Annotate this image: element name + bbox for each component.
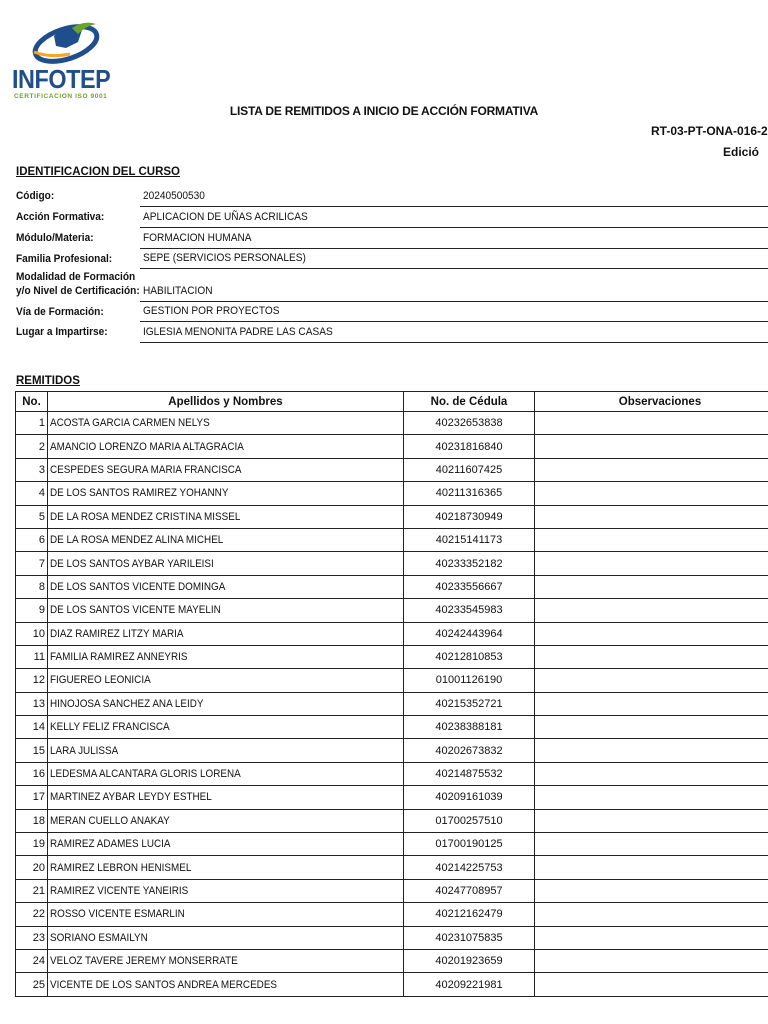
row-cedula: 40214225753 (404, 856, 535, 879)
row-name-cell (48, 622, 404, 645)
row-name-cell (48, 482, 404, 505)
row-name: AMANCIO LORENZO MARIA ALTAGRACIA (50, 440, 244, 453)
table-row (16, 552, 768, 575)
globe-swoosh-icon (26, 18, 110, 66)
row-cedula: 40209161039 (404, 786, 535, 809)
row-observaciones (535, 552, 768, 575)
field-value: FORMACION HUMANA (143, 232, 252, 244)
row-number: 9 (16, 599, 48, 622)
field-value: APLICACION DE UÑAS ACRILICAS (143, 211, 308, 223)
row-cedula: 40202673832 (404, 739, 535, 762)
table-row (16, 669, 768, 692)
field-label: Lugar a Impartirse: (16, 326, 108, 338)
row-observaciones (535, 435, 768, 458)
row-observaciones (535, 879, 768, 902)
table-row (16, 645, 768, 668)
row-name-cell (48, 833, 404, 856)
row-name-cell (48, 435, 404, 458)
table-row (16, 833, 768, 856)
row-name-cell (48, 926, 404, 949)
table-row (16, 528, 768, 551)
header-name: Apellidos y Nombres (48, 392, 404, 412)
row-name: MERAN CUELLO ANAKAY (50, 814, 170, 827)
row-observaciones (535, 482, 768, 505)
field-underline (140, 342, 768, 343)
row-observaciones (535, 716, 768, 739)
table-row (16, 903, 768, 926)
row-number: 20 (16, 856, 48, 879)
logo-brand-text: INFOTEP (12, 64, 111, 94)
row-name: KELLY FELIZ FRANCISCA (50, 721, 170, 734)
row-name-cell (48, 412, 404, 435)
row-name-cell (48, 645, 404, 668)
row-cedula: 40232653838 (404, 412, 535, 435)
row-cedula: 40201923659 (404, 949, 535, 972)
row-cedula: 40231075835 (404, 926, 535, 949)
row-name-cell (48, 716, 404, 739)
row-observaciones (535, 669, 768, 692)
row-number: 3 (16, 458, 48, 481)
row-number: 5 (16, 505, 48, 528)
row-name-cell (48, 856, 404, 879)
remitidos-section-title: REMITIDOS (16, 375, 80, 387)
row-cedula: 40211316365 (404, 482, 535, 505)
row-cedula: 40242443964 (404, 622, 535, 645)
row-cedula: 40231816840 (404, 435, 535, 458)
field-label: Acción Formativa: (16, 211, 105, 223)
row-name-cell (48, 505, 404, 528)
row-number: 14 (16, 716, 48, 739)
row-observaciones (535, 645, 768, 668)
row-name: DE LOS SANTOS VICENTE DOMINGA (50, 580, 226, 593)
row-number: 23 (16, 926, 48, 949)
table-row (16, 692, 768, 715)
row-name-cell (48, 528, 404, 551)
row-name: SORIANO ESMAILYN (50, 931, 148, 944)
field-label: Modalidad de Formación (16, 271, 136, 283)
row-number: 18 (16, 809, 48, 832)
row-name: DE LA ROSA MENDEZ ALINA MICHEL (50, 534, 224, 547)
row-number: 11 (16, 645, 48, 668)
row-observaciones (535, 505, 768, 528)
table-row (16, 458, 768, 481)
row-observaciones (535, 739, 768, 762)
field-label: Familia Profesional: (16, 253, 113, 265)
row-number: 8 (16, 575, 48, 598)
row-observaciones (535, 762, 768, 785)
row-observaciones (535, 692, 768, 715)
table-row (16, 762, 768, 785)
row-observaciones (535, 622, 768, 645)
row-cedula: 01700190125 (404, 833, 535, 856)
row-name-cell (48, 809, 404, 832)
table-row (16, 949, 768, 972)
table-row (16, 716, 768, 739)
table-row (16, 599, 768, 622)
logo-certification-text: CERTIFICACION ISO 9001 (14, 93, 108, 100)
table-row (16, 926, 768, 949)
table-row (16, 575, 768, 598)
table-row (16, 622, 768, 645)
row-name: RAMIREZ LEBRON HENISMEL (50, 861, 192, 874)
row-number: 4 (16, 482, 48, 505)
row-cedula: 40212162479 (404, 903, 535, 926)
row-cedula: 40247708957 (404, 879, 535, 902)
row-cedula: 40238388181 (404, 716, 535, 739)
row-observaciones (535, 949, 768, 972)
row-name: DE LOS SANTOS AYBAR YARILEISI (50, 557, 214, 570)
row-name: DIAZ RAMIREZ LITZY MARIA (50, 627, 184, 640)
row-name: CESPEDES SEGURA MARIA FRANCISCA (50, 463, 242, 476)
row-observaciones (535, 528, 768, 551)
row-cedula: 01700257510 (404, 809, 535, 832)
row-observaciones (535, 786, 768, 809)
field-value: SEPE (SERVICIOS PERSONALES) (143, 252, 306, 264)
row-number: 25 (16, 973, 48, 996)
document-edition: Edició (723, 145, 760, 159)
remitidos-table (15, 391, 768, 997)
row-name: LEDESMA ALCANTARA GLORIS LORENA (50, 768, 241, 781)
row-number: 1 (16, 412, 48, 435)
row-number: 7 (16, 552, 48, 575)
row-name: RAMIREZ VICENTE YANEIRIS (50, 885, 189, 897)
course-field-modulo (16, 228, 768, 249)
field-value: HABILITACION (143, 285, 213, 297)
table-row (16, 505, 768, 528)
infotep-logo (12, 18, 111, 104)
row-name: VELOZ TAVERE JEREMY MONSERRATE (50, 955, 238, 968)
row-number: 19 (16, 833, 48, 856)
row-name: ROSSO VICENTE ESMARLIN (50, 908, 185, 921)
table-row (16, 973, 768, 996)
row-cedula: 40215352721 (404, 692, 535, 715)
row-name-cell (48, 739, 404, 762)
course-field-familia (16, 249, 768, 269)
row-cedula: 40209221981 (404, 973, 535, 996)
row-number: 24 (16, 949, 48, 972)
row-number: 21 (16, 879, 48, 902)
row-number: 13 (16, 692, 48, 715)
row-cedula: 40233545983 (404, 599, 535, 622)
row-observaciones (535, 833, 768, 856)
row-name: DE LOS SANTOS RAMIREZ YOHANNY (50, 487, 229, 500)
row-name-cell (48, 949, 404, 972)
row-number: 6 (16, 528, 48, 551)
row-number: 2 (16, 435, 48, 458)
row-name: HINOJOSA SANCHEZ ANA LEIDY (50, 697, 204, 710)
row-name: FIGUEREO LEONICIA (50, 674, 151, 687)
row-name: RAMIREZ ADAMES LUCIA (50, 838, 171, 851)
row-name-cell (48, 762, 404, 785)
row-name-cell (48, 973, 404, 996)
row-name-cell (48, 903, 404, 926)
row-name-cell (48, 786, 404, 809)
row-cedula: 40214875532 (404, 762, 535, 785)
row-cedula: 40233352182 (404, 552, 535, 575)
row-number: 15 (16, 739, 48, 762)
row-observaciones (535, 599, 768, 622)
header-observaciones: Observaciones (535, 392, 768, 412)
row-number: 22 (16, 903, 48, 926)
field-value: IGLESIA MENONITA PADRE LAS CASAS (143, 326, 333, 338)
course-field-accion (16, 207, 768, 228)
remitidos-table-body (16, 412, 768, 997)
row-cedula: 40215141173 (404, 528, 535, 551)
row-observaciones (535, 458, 768, 481)
row-number: 12 (16, 669, 48, 692)
table-row (16, 412, 768, 435)
row-observaciones (535, 903, 768, 926)
field-value: 20240500530 (143, 190, 205, 202)
row-cedula: 01001126190 (404, 669, 535, 692)
table-row (16, 482, 768, 505)
row-name: ACOSTA GARCIA CARMEN NELYS (50, 417, 210, 430)
course-field-lugar (16, 322, 768, 343)
field-label: Módulo/Materia: (16, 232, 94, 244)
document-code: RT-03-PT-ONA-016-2 (651, 124, 768, 138)
row-name-cell (48, 552, 404, 575)
row-name-cell (48, 575, 404, 598)
table-header-row (16, 392, 768, 412)
row-number: 16 (16, 762, 48, 785)
field-value: GESTION POR PROYECTOS (143, 305, 280, 317)
row-name-cell (48, 669, 404, 692)
row-cedula: 40211607425 (404, 458, 535, 481)
table-row (16, 739, 768, 762)
row-name-cell (48, 879, 404, 902)
row-number: 17 (16, 786, 48, 809)
row-observaciones (535, 412, 768, 435)
row-observaciones (535, 973, 768, 996)
course-field-codigo (16, 188, 768, 207)
course-section-title: IDENTIFICACION DEL CURSO (16, 166, 180, 178)
row-name: LARA JULISSA (50, 744, 119, 757)
header-cedula: No. de Cédula (404, 392, 535, 412)
document-title: LISTA DE REMITIDOS A INICIO DE ACCIÓN FORMATIVA (229, 104, 539, 118)
table-row (16, 786, 768, 809)
row-observaciones (535, 926, 768, 949)
row-name: FAMILIA RAMIREZ ANNEYRIS (50, 651, 188, 664)
row-name: MARTINEZ AYBAR LEYDY ESTHEL (50, 791, 212, 804)
field-label-line2: y/o Nivel de Certificación: (16, 285, 140, 297)
header-no: No. (16, 392, 48, 412)
course-field-modalidad (16, 269, 768, 302)
row-number: 10 (16, 622, 48, 645)
row-name: VICENTE DE LOS SANTOS ANDREA MERCEDES (50, 978, 278, 991)
row-name-cell (48, 599, 404, 622)
field-label: Vía de Formación: (16, 306, 104, 318)
row-observaciones (535, 575, 768, 598)
row-cedula: 40218730949 (404, 505, 535, 528)
field-label: Código: (16, 190, 55, 202)
row-name: DE LA ROSA MENDEZ CRISTINA MISSEL (50, 510, 241, 523)
course-field-via (16, 302, 768, 322)
table-row (16, 879, 768, 902)
row-cedula: 40212810853 (404, 645, 535, 668)
table-row (16, 809, 768, 832)
row-cedula: 40233556667 (404, 575, 535, 598)
row-name-cell (48, 458, 404, 481)
table-row (16, 435, 768, 458)
row-name-cell (48, 692, 404, 715)
table-row (16, 856, 768, 879)
row-name: DE LOS SANTOS VICENTE MAYELIN (50, 604, 221, 617)
row-observaciones (535, 856, 768, 879)
row-observaciones (535, 809, 768, 832)
